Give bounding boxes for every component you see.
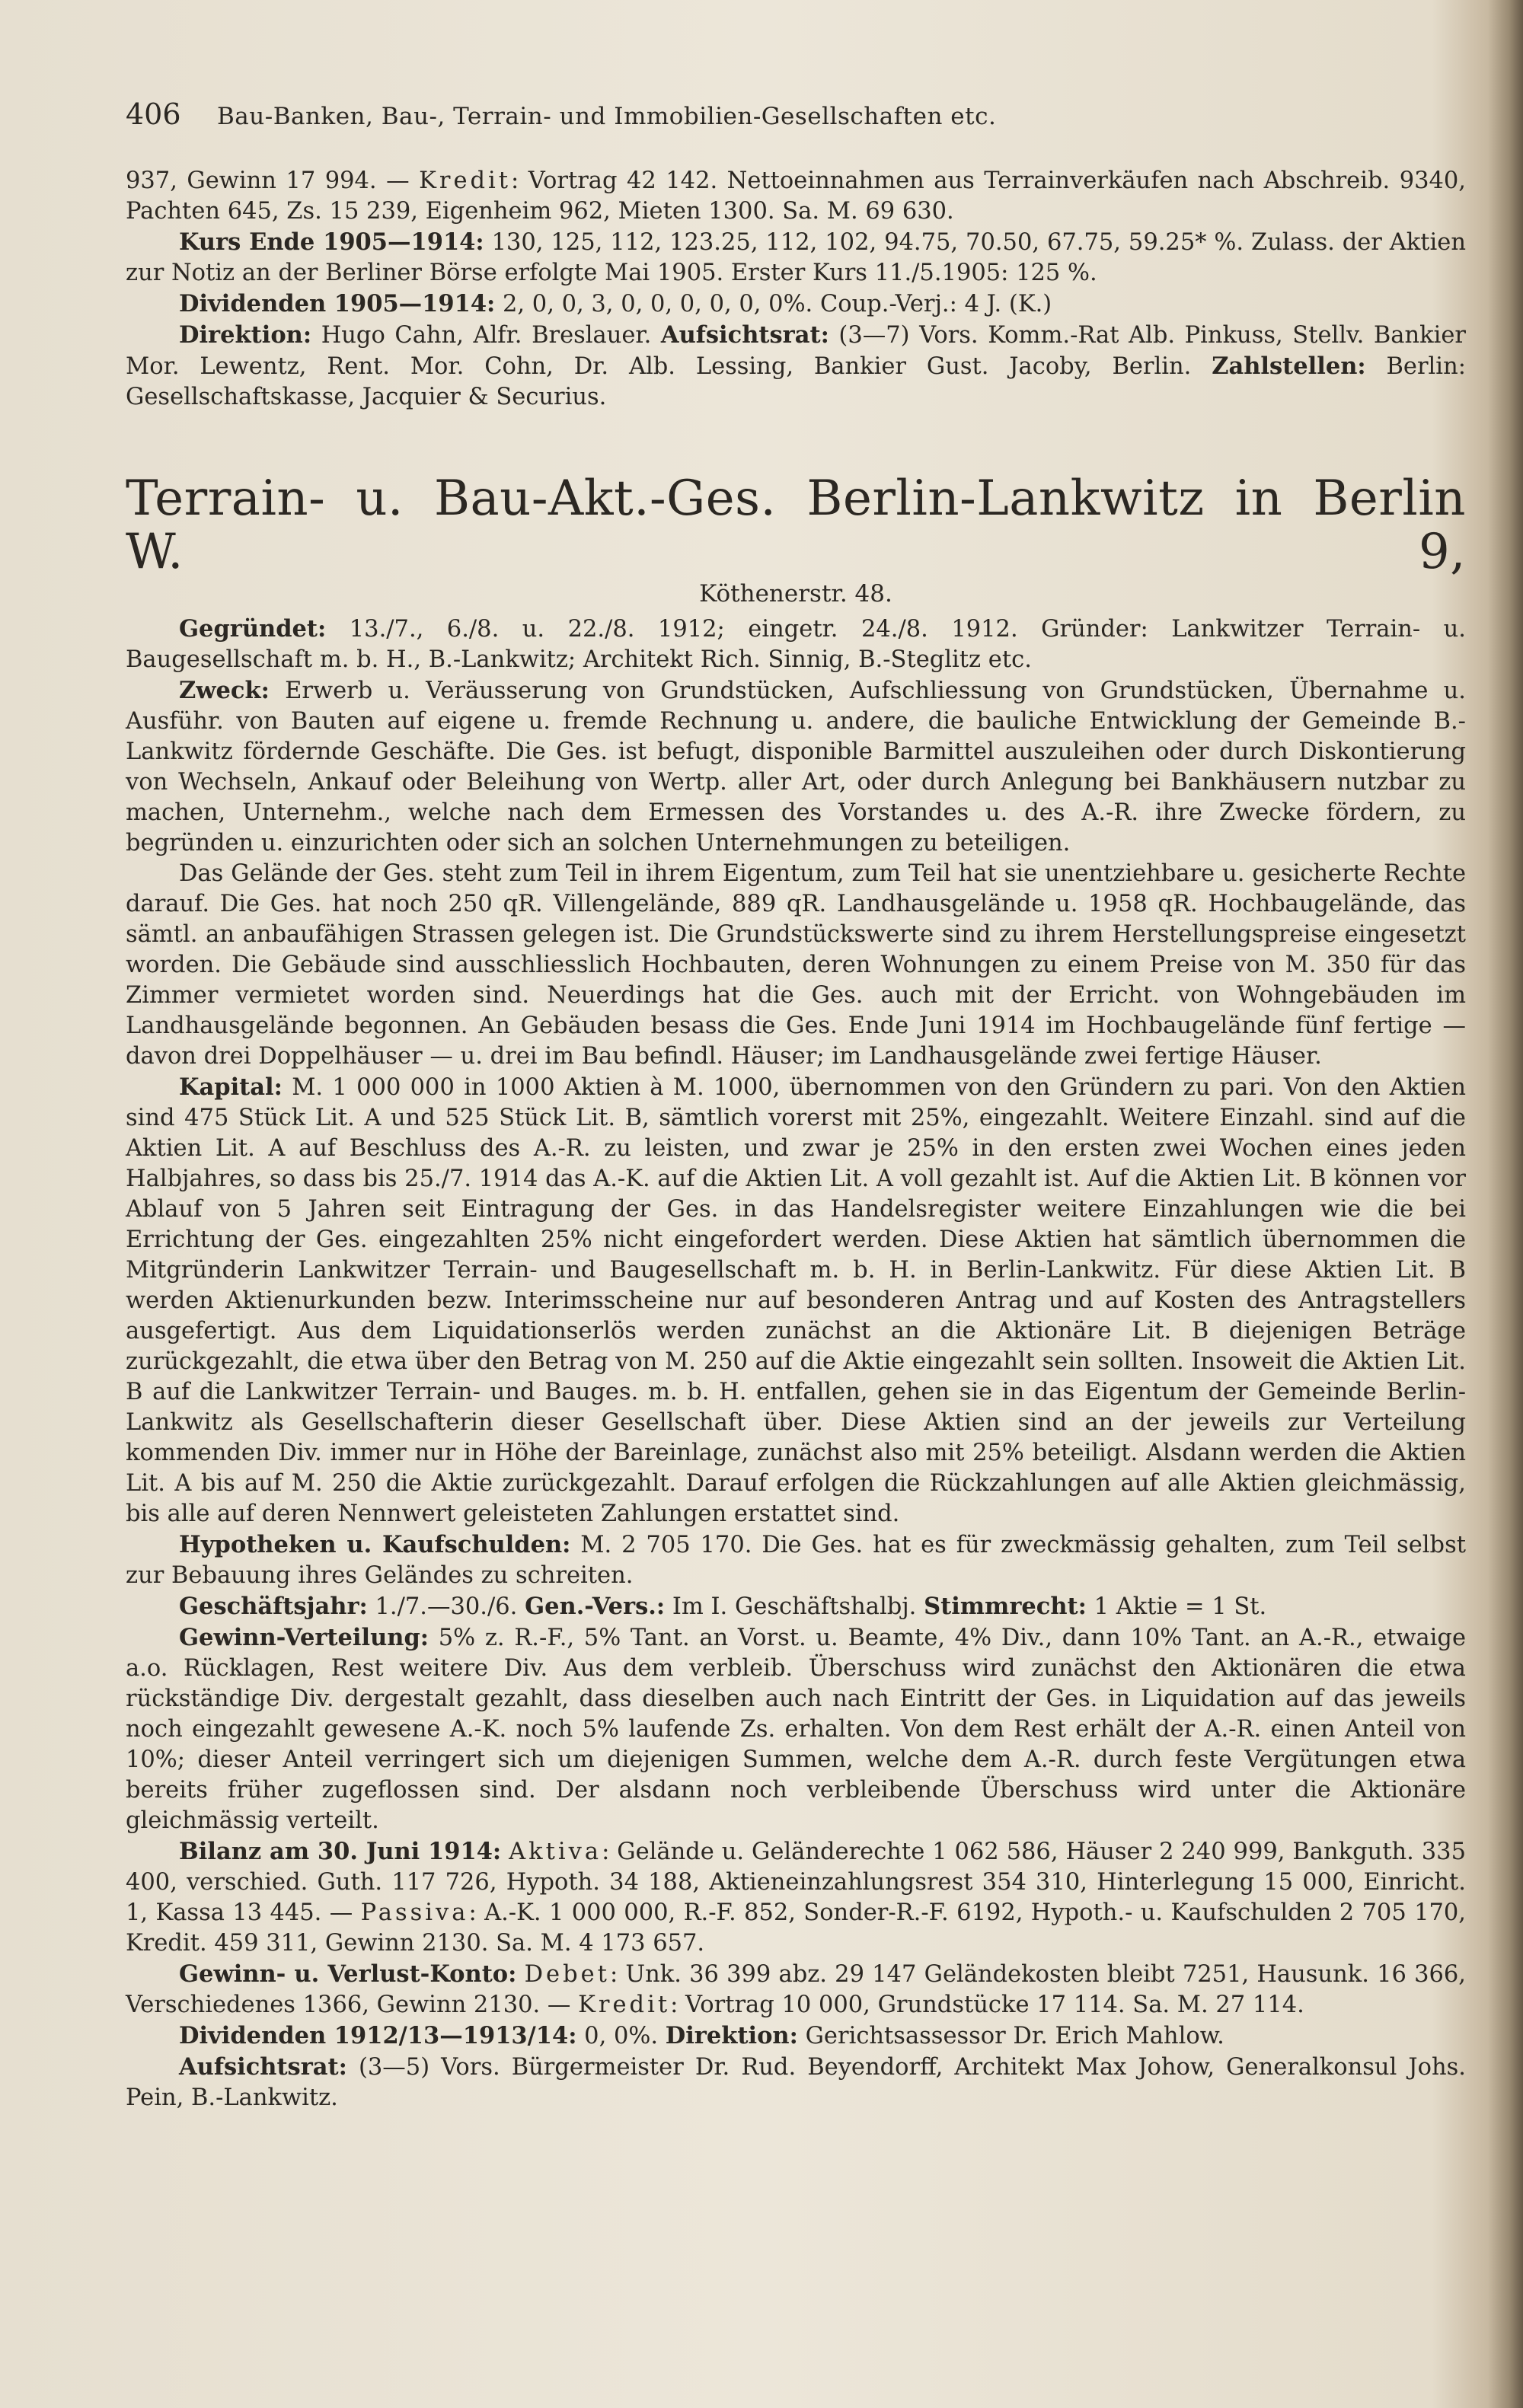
text-column: [126, 97, 1466, 2113]
book-spine-shadow: [1488, 0, 1523, 2408]
aufsichtsrat-paragraph: Aufsichtsrat: (3—5) Vors. Bürgermeister Dr. Rud. Beyendorff, Architekt Max Johow, Generalkonsul Johs. Pein, B.-Lankwitz.: [126, 2053, 1466, 2111]
hypotheken-paragraph: Hypotheken u. Kaufschulden: M. 2 705 170. Die Ges. hat es für zweckmässig gehalten, zum Teil selbst zur Bebauung ihres Geländes zu schreiten.: [126, 1531, 1466, 1589]
dividenden-paragraph: Dividenden 1912/13—1913/14: 0, 0%. Direktion: Gerichtsassessor Dr. Erich Mahlow.: [179, 2022, 1224, 2049]
previous-entry-kurs: Kurs Ende 1905—1914: 130, 125, 112, 123.25, 112, 102, 94.75, 70.50, 67.75, 59.25* %. Zulass. der Aktien zur Notiz an der Berliner Börse erfolgte Mai 1905. Erster Kurs 11./5.1905: 125 %.: [126, 228, 1467, 286]
company-title: Terrain- u. Bau-Akt.-Ges. Berlin-Lankwitz in Berlin W. 9,: [126, 470, 1466, 580]
geschaeftsjahr-paragraph: Geschäftsjahr: 1./7.—30./6. Gen.-Vers.: Im I. Geschäftshalbj. Stimmrecht: 1 Aktie = 1 St.: [179, 1593, 1267, 1620]
page-header: [126, 97, 1466, 131]
kapital-paragraph: Kapital: M. 1 000 000 in 1000 Aktien à M. 1000, übernommen von den Gründern zu pari. Von den Aktien sind 475 Stück Lit. A und 525 Stück Lit. B, sämtlich vorerst mit 25%, eingezahlt. Weitere Einzahl. sind auf die Aktien Lit. A auf Beschluss des A.-R. zu leisten, und zwar je 25% in den ersten zwei Wochen eines jeden Halbjahres, so dass bis 25./7. 1914 das A.-K. auf die Aktien Lit. A voll gezahlt ist. Auf die Aktien Lit. B können vor Ablauf von 5 Jahren seit Eintragung der Ges. in das Handelsregister weitere Einzahlungen wie die bei Errichtung der Ges. eingezahlten 25% nicht eingefordert werden. Diese Aktien hat sämtlich übernommen die Mitgründerin Lankwitzer Terrain- und Baugesellschaft m. b. H. in Berlin-Lankwitz. Für diese Aktien Lit. B werden Aktienurkunden bezw. Interimsscheine nur auf besonderen Antrag und auf Kosten des Antragstellers ausgefertigt. Aus dem Liquidationserlös werden zunächst an die Aktionäre Lit. B diejenigen Beträge zurückgezahlt, die etwa über den Betrag von M. 250 auf die Aktie eingezahlt sein sollten. Insoweit die Aktien Lit. B auf die Lankwitzer Terrain- und Bauges. m. b. H. entfallen, gehen sie in das Eigentum der Gemeinde Berlin-Lankwitz als Gesellschafterin dieser Gesellschaft über. Diese Aktien sind an der jeweils zur Verteilung kommenden Div. immer nur in Höhe der Bareinlage, zunächst also mit 25% beteiligt. Alsdann werden die Aktien Lit. A bis auf M. 250 die Aktie zurückgezahlt. Darauf erfolgen die Rückzahlungen auf alle Aktien gleichmässig, bis alle auf deren Nennwert geleisteten Zahlungen erstattet sind.: [126, 1073, 1466, 1527]
previous-entry-dividenden: Dividenden 1905—1914: 2, 0, 0, 3, 0, 0, 0, 0, 0, 0%. Coup.-Verj.: 4 J. (K.): [179, 290, 1052, 317]
previous-entry-kredit: 937, Gewinn 17 994. — Kredit: Vortrag 42 142. Nettoeinnahmen aus Terrainverkäufen nach Abschreib. 9340, Pachten 645, Zs. 15 239, Eigenheim 962, Mieten 1300. Sa. M. 69 630.: [126, 167, 1467, 225]
bilanz-paragraph: Bilanz am 30. Juni 1914: Aktiva: Gelände u. Geländerechte 1 062 586, Häuser 2 240 999, Bankguth. 335 400, verschied. Guth. 117 726, Hypoth. 34 188, Aktieneinzahlungsrest 354 310, Hinterlegung 15 000, Einricht. 1, Kassa 13 445. — Passiva: A.-K. 1 000 000, R.-F. 852, Sonder-R.-F. 6192, Hypoth.- u. Kaufschulden 2 705 170, Kredit. 459 311, Gewinn 2130. Sa. M. 4 173 657.: [126, 1838, 1466, 1957]
gewinn-verteilung-paragraph: Gewinn-Verteilung: 5% z. R.-F., 5% Tant. an Vorst. u. Beamte, 4% Div., dann 10% Tant. an A.-R., etwaige a.o. Rücklagen, Rest weitere Div. Aus dem verbleib. Überschuss wird zunächst den Aktionären die etwa rückständige Div. dergestalt gezahlt, dass dieselben auch nach Eintritt der Ges. in Liquidation auf das jeweils noch eingezahlt gewesene A.-K. noch 5% laufende Zs. erhalten. Von dem Rest erhält der A.-R. einen Anteil von 10%; dieser Anteil verringert sich um diejenigen Summen, welche dem A.-R. durch feste Vergütungen etwa bereits früher zugeflossen sind. Der alsdann noch verbleibende Überschuss wird unter die Aktionäre gleichmässig verteilt.: [126, 1624, 1466, 1834]
company-address: Köthenerstr. 48.: [699, 580, 892, 608]
zweck-paragraph: Zweck: Erwerb u. Veräusserung von Grundstücken, Aufschliessung von Grundstücken, Übernahme u. Ausführ. von Bauten auf eigene u. fremde Rechnung u. andere, die bauliche Entwicklung der Gemeinde B.-Lankwitz fördernde Geschäfte. Die Ges. ist befugt, disponible Barmittel auszuleihen oder durch Diskontierung von Wechseln, Ankauf oder Beleihung von Wertp. aller Art, oder durch Anlegung bei Bankhäusern nutzbar zu machen, Unternehm., welche nach dem Ermessen des Vorstandes u. des A.-R. ihre Zwecke fördern, zu begründen u. einzurichten oder sich an solchen Unternehmungen zu beteiligen.: [126, 677, 1466, 856]
gewinn-verlust-paragraph: Gewinn- u. Verlust-Konto: Debet: Unk. 36 399 abz. 29 147 Geländekosten bleibt 7251, Hausunk. 16 366, Verschiedenes 1366, Gewinn 2130. — Kredit: Vortrag 10 000, Grundstücke 17 114. Sa. M. 27 114.: [126, 1960, 1466, 2018]
gelaende-paragraph: Das Gelände der Ges. steht zum Teil in ihrem Eigentum, zum Teil hat sie unentziehbare u. gesicherte Rechte darauf. Die Ges. hat noch 250 qR. Villengelände, 889 qR. Landhausgelände u. 1958 qR. Hochbaugelände, das sämtl. an anbaufähigen Strassen gelegen ist. Die Grundstückswerte sind zu ihrem Herstellungspreise eingesetzt worden. Die Gebäude sind ausschliesslich Hochbauten, deren Wohnungen zu einem Preise von M. 350 für das Zimmer vermietet worden sind. Neuerdings hat die Ges. auch mit der Erricht. von Wohngebäuden im Landhausgelände begonnen. An Gebäuden besass die Ges. Ende Juni 1914 im Hochbaugelände fünf fertige — davon drei Doppelhäuser — u. drei im Bau befindl. Häuser; im Landhausgelände zwei fertige Häuser.: [126, 860, 1466, 1070]
previous-entry-direktion: Direktion: Hugo Cahn, Alfr. Breslauer. Aufsichtsrat: (3—7) Vors. Komm.-Rat Alb. Pinkuss, Stellv. Bankier Mor. Lewentz, Rent. Mor. Cohn, Dr. Alb. Lessing, Bankier Gust. Jacoby, Berlin. Zahlstellen: Berlin: Gesellschaftskasse, Jacquier & Securius.: [126, 321, 1466, 410]
gegruendet-paragraph: Gegründet: 13./7., 6./8. u. 22./8. 1912; eingetr. 24./8. 1912. Gründer: Lankwitzer Terrain- u. Baugesellschaft m. b. H., B.-Lankwitz; Architekt Rich. Sinnig, B.-Steglitz etc.: [126, 615, 1466, 673]
page-number: 406: [126, 97, 181, 131]
running-title: Bau-Banken, Bau-, Terrain- und Immobilien-Gesellschaften etc.: [217, 103, 997, 130]
